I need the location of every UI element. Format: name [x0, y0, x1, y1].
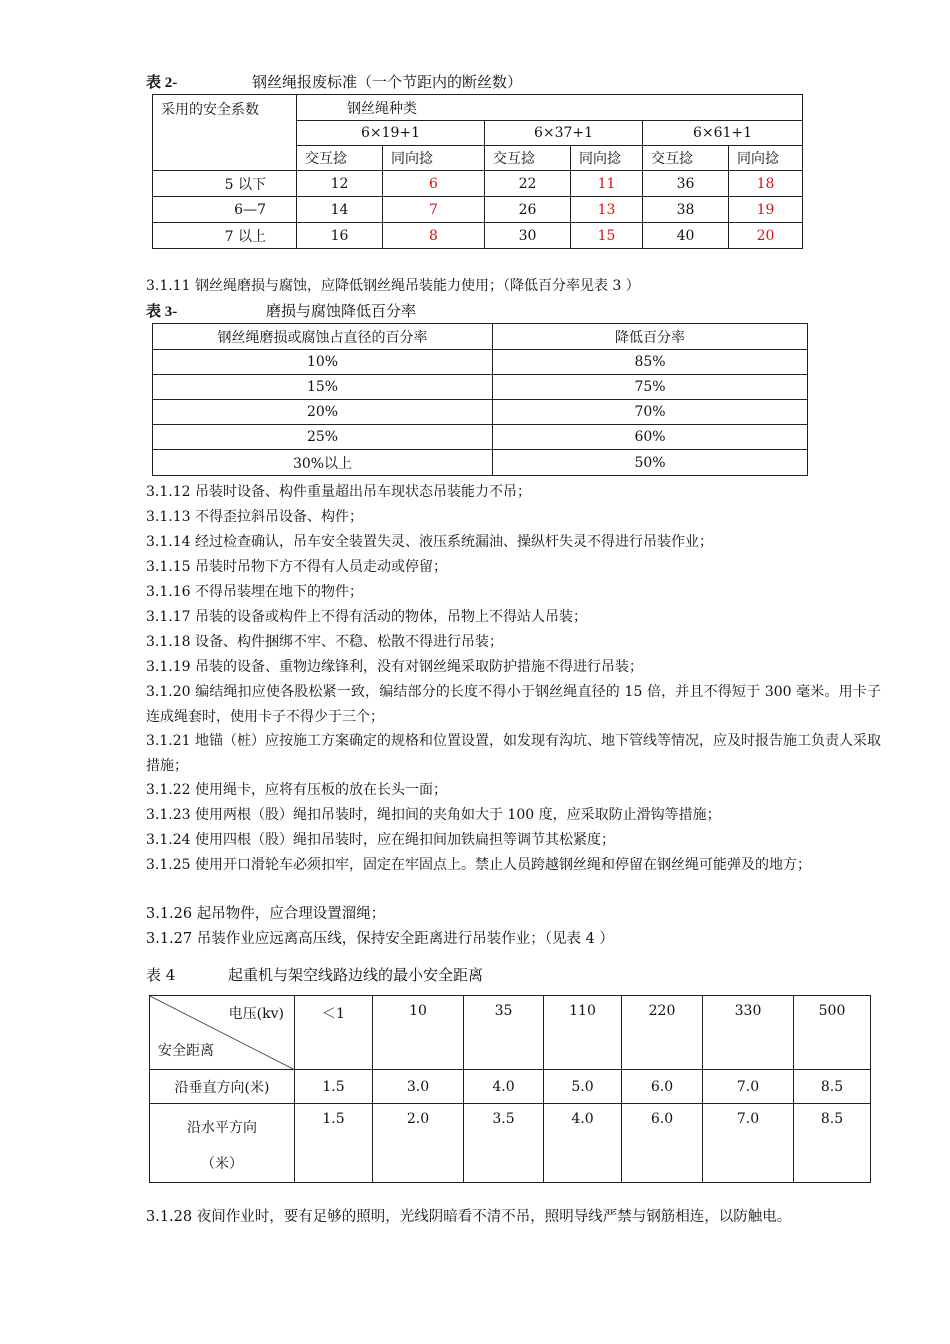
table-row: [153, 375, 808, 400]
table2-label: 表 2-: [146, 75, 178, 91]
clause-3-1-19: 3.1.19 吊装的设备、重物边缘锋利，没有对钢丝绳采取防护措施不得进行吊装；: [146, 659, 643, 675]
table2-cell: 8: [383, 223, 485, 249]
table2-cell: 30: [485, 223, 571, 249]
table2-lay: 交互捻: [485, 146, 571, 171]
table3-cell: 70%: [493, 400, 808, 425]
table3-cell: 75%: [493, 375, 808, 400]
table4-voltage: 500: [794, 996, 871, 1070]
clause-3-1-25: 3.1.25 使用开口滑轮车必须扣牢，固定在牢固点上。禁止人员跨越钢丝绳和停留在钢丝绳可能弹及的地方；: [146, 857, 811, 873]
table2-factor: 5 以下: [153, 171, 297, 197]
table4-cell: 2.0: [373, 1104, 464, 1183]
table4-voltage: 330: [703, 996, 794, 1070]
table2-lay: 同向捻: [383, 146, 485, 171]
table2-lay: 交互捻: [643, 146, 729, 171]
table4-cell: 6.0: [622, 1104, 703, 1183]
clause-3-1-15: 3.1.15 吊装时吊物下方不得有人员走动或停留；: [146, 559, 447, 575]
table4-cell: 7.0: [703, 1104, 794, 1183]
table3-cell: 50%: [493, 450, 808, 476]
clause-3-1-20: 3.1.20 编结绳扣应使各股松紧一致，编结部分的长度不得小于钢丝绳直径的 15 倍，并且不得短于 300 毫米。用卡子连成绳套时，使用卡子不得少于三个；: [146, 684, 881, 725]
clause-3-1-22: 3.1.22 使用绳卡，应将有压板的放在长头一面；: [146, 782, 447, 798]
table4-cell: 8.5: [794, 1104, 871, 1183]
table2-cell: 16: [297, 223, 383, 249]
table2: [152, 94, 803, 249]
table3-cell: 20%: [153, 400, 493, 425]
table4: [149, 995, 871, 1183]
table2-cell: 6: [383, 171, 485, 197]
table-row: [153, 350, 808, 375]
clause-3-1-24: 3.1.24 使用四根（股）绳扣吊装时，应在绳扣间加铁扁担等调节其松紧度；: [146, 832, 615, 848]
table-row: [153, 425, 808, 450]
para-3-1-28: 3.1.28 夜间作业时，要有足够的照明，光线阴暗看不清不吊，照明导线严禁与钢筋相连，以防触电。: [146, 1209, 792, 1225]
table-row: [153, 197, 803, 223]
table2-cell: 15: [571, 223, 643, 249]
table3-cell: 30%以上: [153, 450, 493, 476]
table-row: [153, 450, 808, 476]
table2-type-2: 6×37+1: [485, 121, 643, 146]
table2-cell: 12: [297, 171, 383, 197]
clause-3-1-27: 3.1.27 吊装作业应远离高压线，保持安全距离进行吊装作业；（见表 4 ）: [146, 931, 614, 947]
table2-header-factor: 采用的安全系数: [153, 95, 297, 171]
clause-3-1-17: 3.1.17 吊装的设备或构件上不得有活动的物体，吊物上不得站人吊装；: [146, 609, 587, 625]
table2-cell: 36: [643, 171, 729, 197]
table3-label: 表 3-: [146, 304, 178, 320]
table4-row-label-horizontal: [150, 1104, 295, 1183]
table-row: [153, 171, 803, 197]
table4-corner-bottom: 安全距离: [158, 1043, 214, 1059]
table-row: [150, 1104, 871, 1183]
table4-cell: 3.0: [373, 1070, 464, 1104]
table2-cell: 13: [571, 197, 643, 223]
table-row: [150, 1070, 871, 1104]
clause-3-1-23: 3.1.23 使用两根（股）绳扣吊装时，绳扣间的夹角如大于 100 度，应采取防止滑钩等措施；: [146, 807, 721, 823]
table4-voltage: 35: [464, 996, 544, 1070]
table4-voltage: 10: [373, 996, 464, 1070]
table2-caption: [146, 71, 523, 92]
table4-cell: 4.0: [464, 1070, 544, 1104]
table2-cell: 7: [383, 197, 485, 223]
table4-cell: 3.5: [464, 1104, 544, 1183]
clause-3-1-13: 3.1.13 不得歪拉斜吊设备、构件；: [146, 509, 363, 525]
table4-corner-top: 电压(kv): [228, 1006, 284, 1022]
table4-row-label-vertical: 沿垂直方向(米): [150, 1070, 295, 1104]
table2-cell: 11: [571, 171, 643, 197]
table4-cell: 4.0: [544, 1104, 622, 1183]
table2-lay: 交互捻: [297, 146, 383, 171]
clause-3-1-26: 3.1.26 起吊物件，应合理设置溜绳；: [146, 906, 386, 922]
table4-voltage: ＜1: [295, 996, 373, 1070]
table2-type-1: 6×19+1: [297, 121, 485, 146]
table2-type-3: 6×61+1: [643, 121, 803, 146]
table2-cell: 18: [729, 171, 803, 197]
table2-cell: 14: [297, 197, 383, 223]
table-row: [153, 400, 808, 425]
table4-corner-cell: [150, 996, 295, 1070]
table2-cell: 20: [729, 223, 803, 249]
table4-voltage: 110: [544, 996, 622, 1070]
table2-cell: 38: [643, 197, 729, 223]
clause-3-1-12: 3.1.12 吊装时设备、构件重量超出吊车现状态吊装能力不吊；: [146, 484, 531, 500]
table2-cell: 22: [485, 171, 571, 197]
table4-cell: 1.5: [295, 1104, 373, 1183]
table2-lay: 同向捻: [571, 146, 643, 171]
table4-cell: 1.5: [295, 1070, 373, 1104]
table3: [152, 323, 808, 476]
table4-label: 表 4: [146, 966, 176, 984]
table3-caption: [146, 300, 417, 321]
table3-cell: 60%: [493, 425, 808, 450]
table3-cell: 25%: [153, 425, 493, 450]
table2-factor: 6—7: [153, 197, 297, 223]
table4-horizontal-label-2: （米）: [201, 1156, 243, 1172]
clause-3-1-16: 3.1.16 不得吊装埋在地下的物件；: [146, 584, 363, 600]
table4-voltage: 220: [622, 996, 703, 1070]
table3-header: 降低百分率: [493, 324, 808, 350]
clause-3-1-21: 3.1.21 地锚（桩）应按施工方案确定的规格和位置设置，如发现有沟坑、地下管线等情况，应及时报告施工负责人采取措施；: [146, 733, 881, 774]
table3-header: 钢丝绳磨损或腐蚀占直径的百分率: [153, 324, 493, 350]
table4-cell: 7.0: [703, 1070, 794, 1104]
table2-header-type: 钢丝绳种类: [297, 95, 803, 121]
table-row: [153, 223, 803, 249]
table3-cell: 85%: [493, 350, 808, 375]
table4-cell: 6.0: [622, 1070, 703, 1104]
table2-cell: 26: [485, 197, 571, 223]
para-3-1-11: 3.1.11 钢丝绳磨损与腐蚀，应降低钢丝绳吊装能力使用；（降低百分率见表 3 ）: [146, 278, 640, 294]
table2-cell: 40: [643, 223, 729, 249]
clause-3-1-18: 3.1.18 设备、构件捆绑不牢、不稳、松散不得进行吊装；: [146, 634, 503, 650]
table2-title: 钢丝绳报废标准（一个节距内的断丝数）: [252, 73, 523, 91]
table2-lay: 同向捻: [729, 146, 803, 171]
table4-cell: 8.5: [794, 1070, 871, 1104]
table4-horizontal-label-1: 沿水平方向: [187, 1120, 257, 1136]
table4-title: 起重机与架空线路边线的最小安全距离: [228, 966, 484, 984]
table3-cell: 15%: [153, 375, 493, 400]
table4-cell: 5.0: [544, 1070, 622, 1104]
table3-cell: 10%: [153, 350, 493, 375]
table3-title: 磨损与腐蚀降低百分率: [266, 302, 417, 320]
table2-factor: 7 以上: [153, 223, 297, 249]
table4-caption: [146, 964, 484, 985]
table2-cell: 19: [729, 197, 803, 223]
clause-3-1-14: 3.1.14 经过检查确认，吊车安全装置失灵、液压系统漏油、操纵杆失灵不得进行吊装作业；: [146, 534, 713, 550]
